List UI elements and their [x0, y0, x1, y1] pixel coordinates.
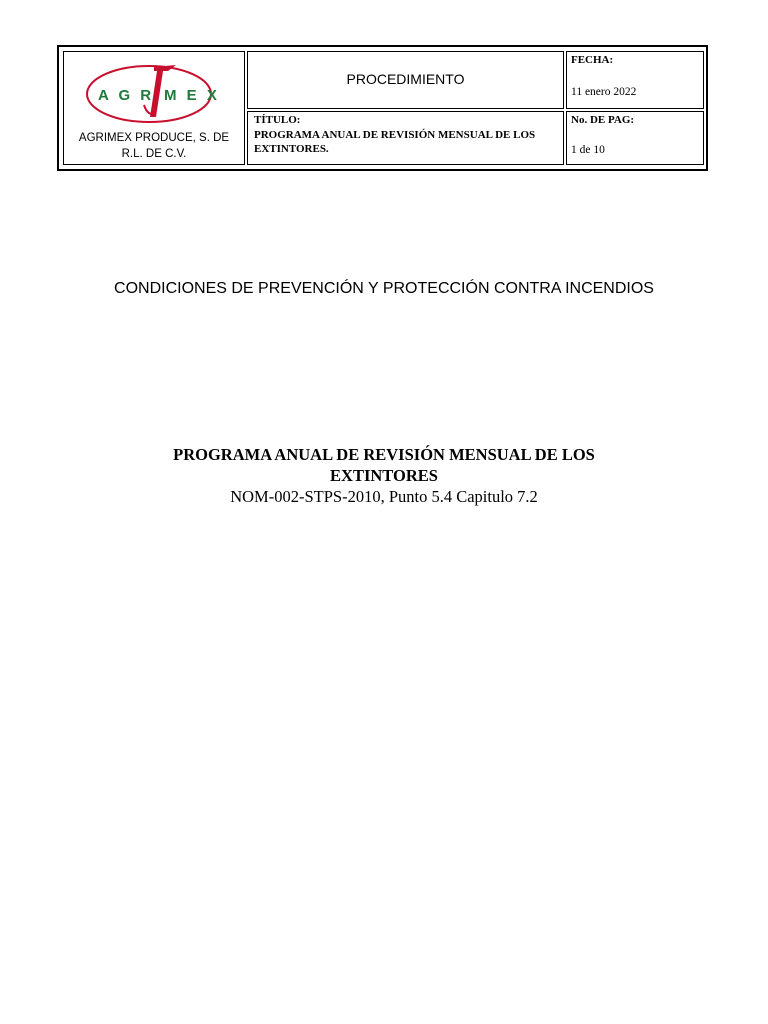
agrimex-logo: [84, 61, 220, 125]
date-cell: [566, 51, 704, 109]
logo-cell: [63, 51, 245, 165]
page-number-label: No. DE PAG:: [571, 114, 635, 126]
svg-text:A G R: A G R: [98, 87, 155, 104]
date-label: FECHA:: [571, 54, 614, 66]
page-number-value: 1 de 10: [571, 144, 605, 156]
title-value: PROGRAMA ANUAL DE REVISIÓN MENSUAL DE LOS EXTINTORES.: [254, 129, 536, 155]
section-heading: CONDICIONES DE PREVENCIÓN Y PROTECCIÓN CONTRA INCENDIOS: [114, 280, 654, 297]
document-type: PROCEDIMIENTO: [346, 71, 465, 87]
program-title: PROGRAMA ANUAL DE REVISIÓN MENSUAL DE LOS EXTINTORES: [173, 445, 595, 485]
date-value: 11 enero 2022: [571, 86, 637, 98]
page-number-cell: [566, 111, 704, 165]
title-cell: [247, 111, 564, 165]
document-header-table: [57, 45, 708, 171]
svg-text:M E X: M E X: [164, 87, 220, 104]
company-name: AGRIMEX PRODUCE, S. DE R.L. DE C.V.: [78, 132, 230, 160]
title-label: TÍTULO:: [254, 114, 301, 126]
document-type-cell: [247, 51, 564, 109]
norm-reference: NOM-002-STPS-2010, Punto 5.4 Capitulo 7.2: [230, 487, 538, 506]
